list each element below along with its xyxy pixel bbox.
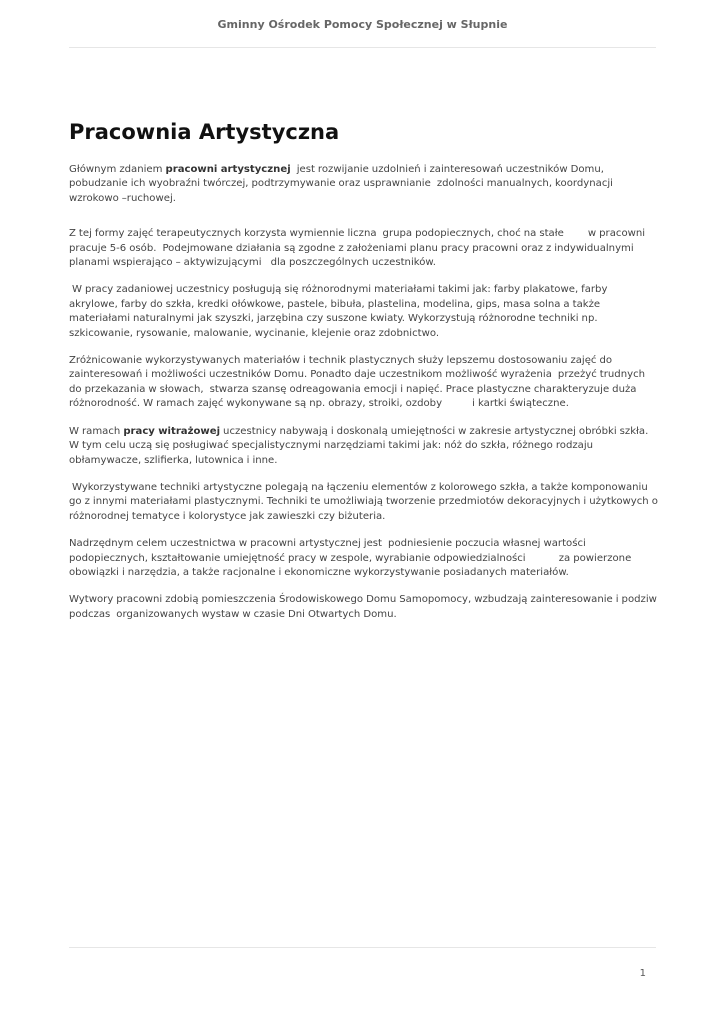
paragraph-diversity: Zróżnicowanie wykorzystywanych materiałów i technik plastycznych służy lepszemu dostosowaniu zajęć do zainteresowań i możliwości uczestników Domu. Ponadto daje uczestnikom możliwość wyrażenia przeżyć trudnych do przekazania w słowach, stwarza szansę odreagowania emocji i napięć. Prace plastyczne charakteryzuje duża różnorodność. W ramach zajęć wykonywane są np. obrazy, stroiki, ozdoby i kartki świąteczne. (69, 355, 649, 410)
paragraph-stained-glass-lead: W ramach (69, 425, 124, 437)
paragraph-intro-lead: Głównym zdaniem (69, 164, 166, 175)
paragraph-materials: W pracy zadaniowej uczestnicy posługują się różnorodnymi materiałami takimi jak: farby plakatowe, farby akrylowe, farby do szkła, kredki ołówkowe, pastele, bibuła, plastelina, modelina, gips, masa solna a także materiałami naturalnymi jak szyszki, jarzębina czy suszone kwiaty. Wykorzystują różnorodne techniki np. szkicowanie, rysowanie, malowanie, wycinanie, klejenie oraz zdobnictwo. (69, 284, 611, 339)
paragraph-techniques: Wykorzystywane techniki artystyczne polegają na łączeniu elementów z kolorowego szkła, a także komponowaniu go z innymi materiałami plastycznymi. Techniki te umożliwiają tworzenie przedmiotów dekoracyjnych i użytkowych o różnorodnej tematyce i kolorystyce jak zawieszki czy biżuteria. (69, 481, 661, 522)
document-body (69, 163, 666, 622)
paragraph-exhibitions: Wytwory pracowni zdobią pomieszczenia Środowiskowego Domu Samopomocy, wzbudzają zainteresowanie i podziw podczas organizowanych wystaw w czasie Dni Otwartych Domu. (69, 594, 666, 620)
page-number: 1 (639, 968, 646, 979)
paragraph-intro-rest: jest rozwijanie uzdolnień i zainteresowań uczestników Domu, pobudzanie ich wyobraźni twórczej, podtrzymywanie oraz usprawnianie zdolności manualnych, koordynacji wzrokowo –ruchowej. (69, 164, 616, 204)
page-title: Pracownia Artystyczna (69, 120, 340, 144)
header-divider (69, 47, 656, 48)
paragraph-goals: Nadrzędnym celem uczestnictwa w pracowni artystycznej jest podniesienie poczucia własnej wartości podopiecznych, kształtowanie umiejętność pracy w zespole, wyrabianie odpowiedzialności za powierzone obowiązki i narzędzia, a także racjonalne i ekonomiczne wykorzystywanie posiadanych materiałów. (69, 538, 635, 578)
document-header: Gminny Ośrodek Pomocy Społecznej w Słupnie (217, 18, 508, 31)
paragraph-stained-glass-rest: uczestnicy nabywają i doskonalą umiejętności w zakresie artystycznej obróbki szkła. W tym celu uczą się posługiwać specjalistycznymi narzędziami takimi jak: nóż do szkła, różnego rodzaju obłamywacze, szlifierka, lutownica i inne. (69, 425, 652, 466)
emphasis-pracownia: pracowni artystycznej (165, 164, 291, 175)
emphasis-witraz: pracy witrażowej (123, 425, 221, 437)
paragraph-intro (69, 163, 659, 206)
paragraph-participants: Z tej formy zajęć terapeutycznych korzysta wymiennie liczna grupa podopiecznych, choć na stałe w pracowni pracuje 5-6 osób. Podejmowane działania są zgodne z założeniami planu pracy pracowni oraz z indywidualnymi planami wspierająco – aktywizującymi dla poszczególnych uczestników. (69, 228, 649, 269)
footer-divider (69, 947, 656, 948)
paragraph-stained-glass (69, 425, 659, 468)
